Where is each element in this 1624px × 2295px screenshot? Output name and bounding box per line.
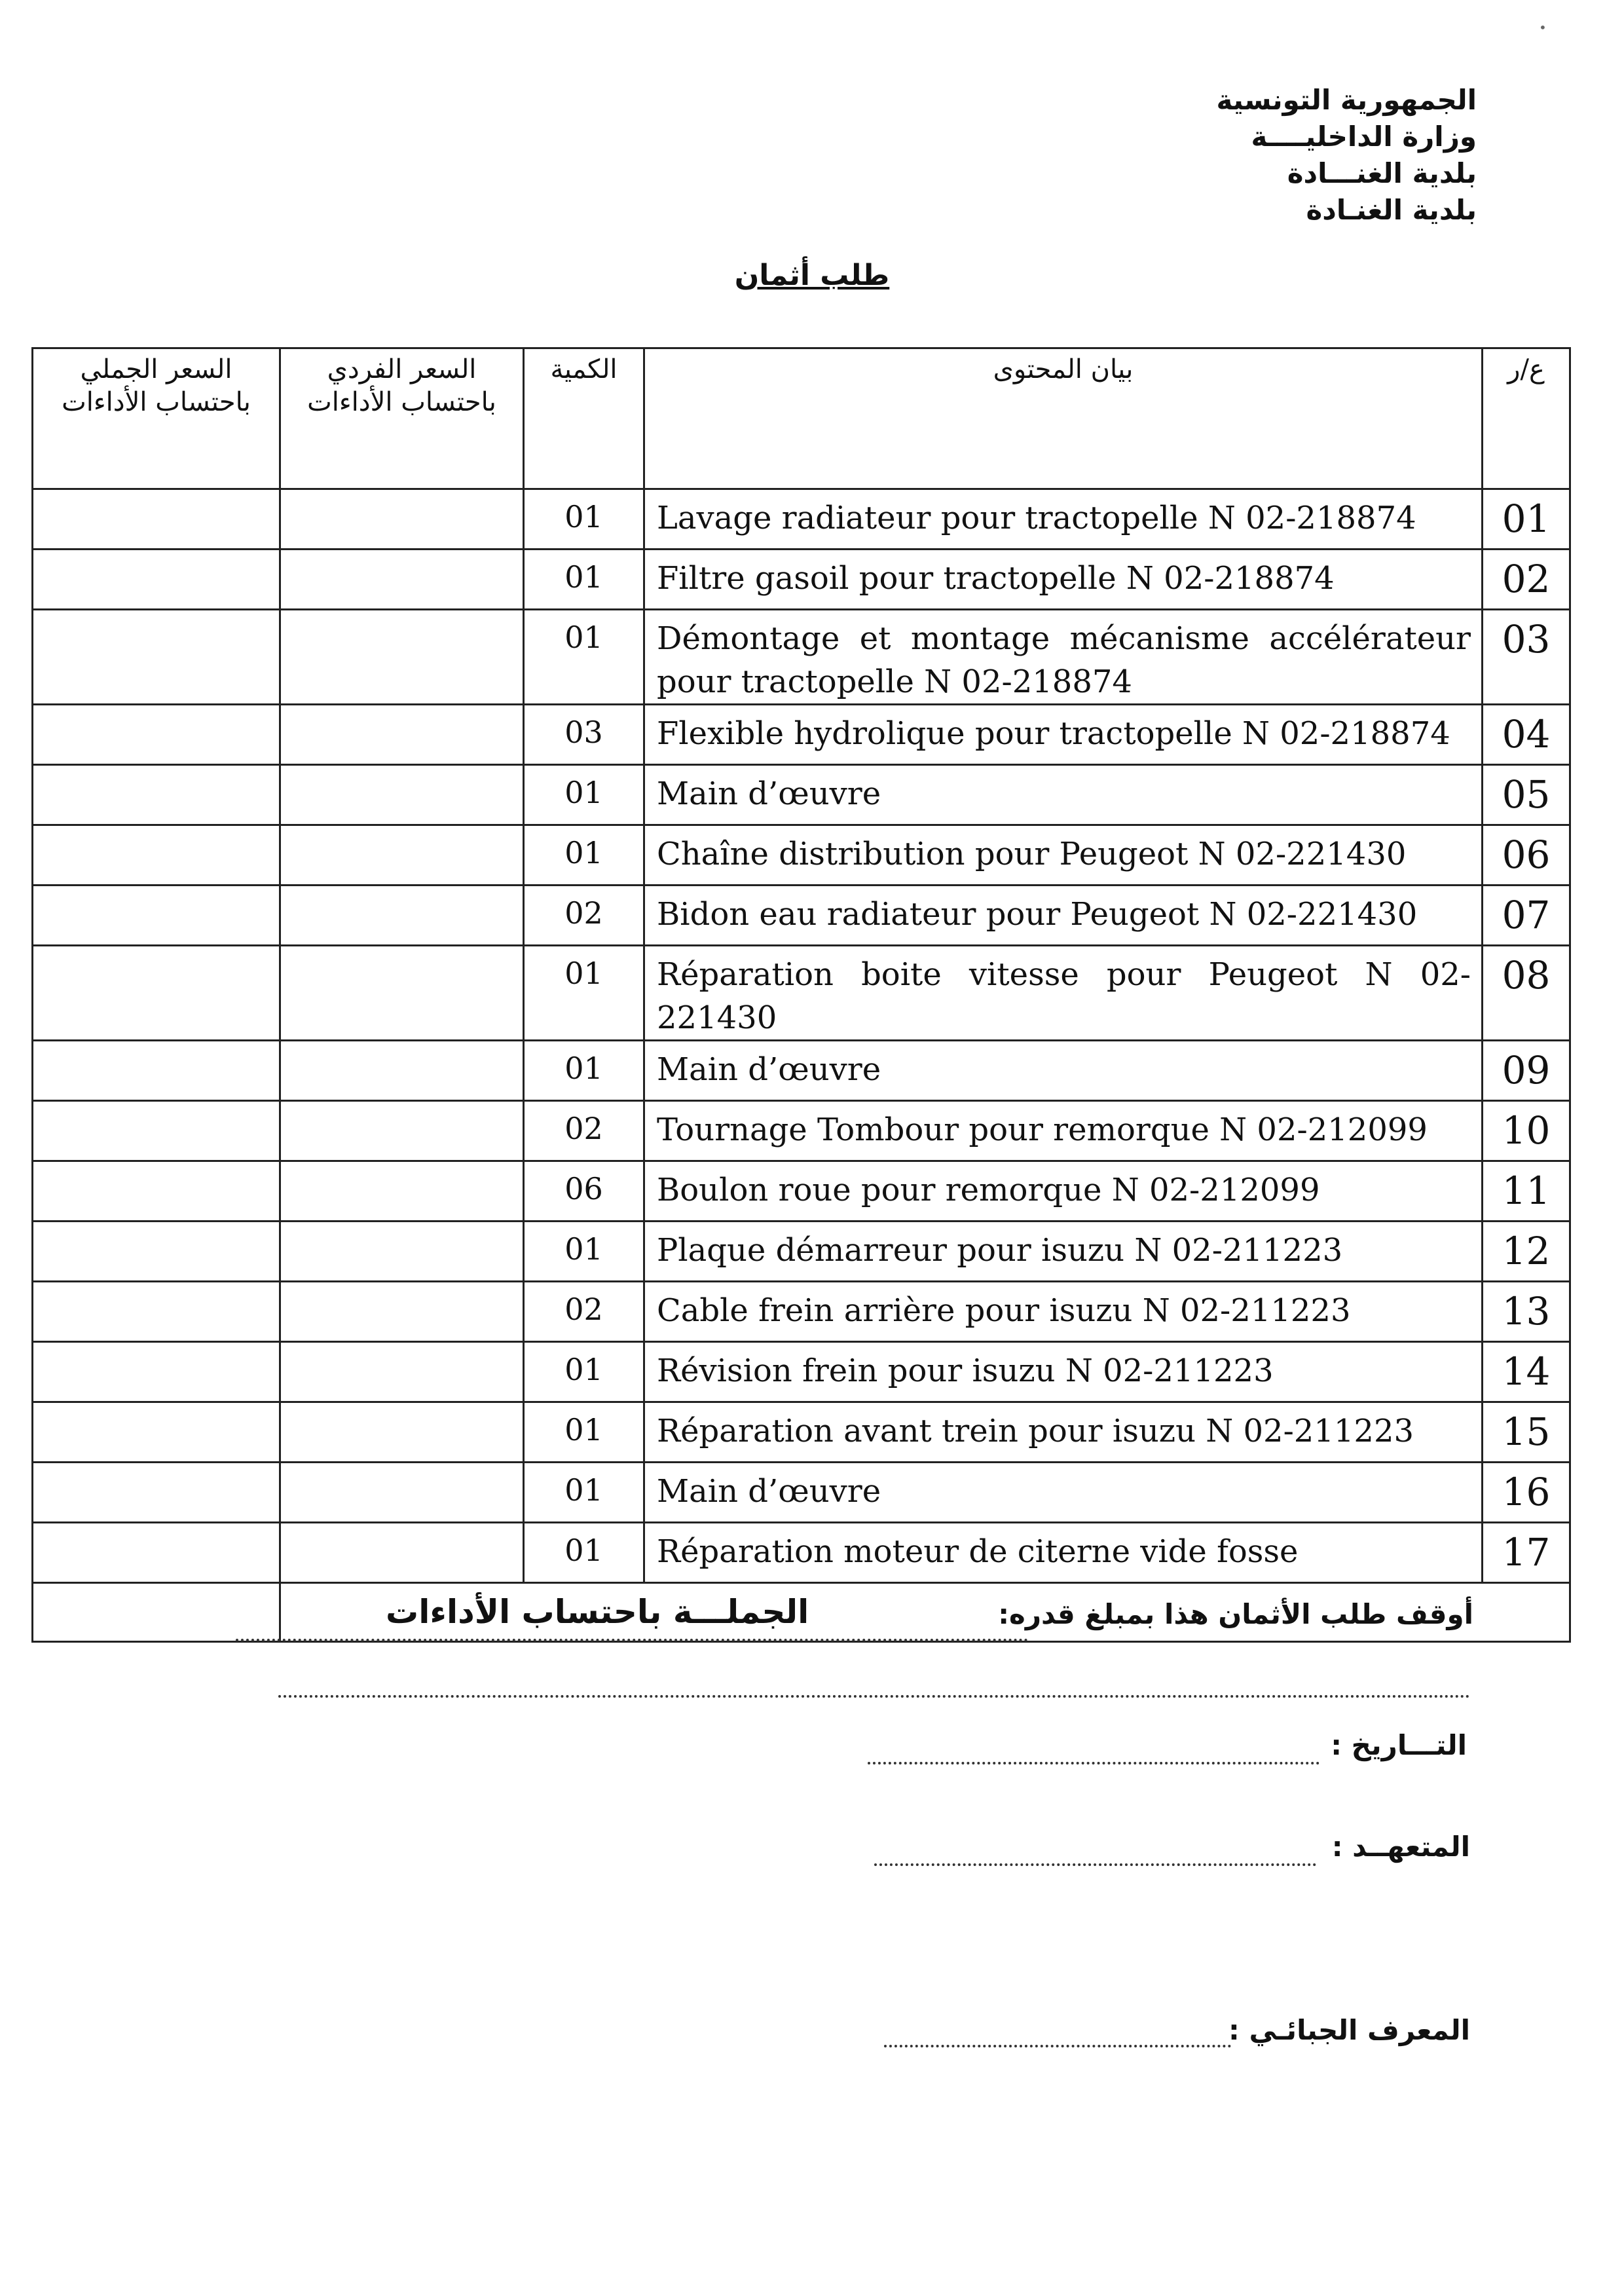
header-quantity: الكمية xyxy=(524,348,644,489)
table-row xyxy=(33,550,1570,610)
description-cell: Plaque démarreur pour isuzu N 02-211223 xyxy=(644,1222,1483,1282)
description-cell: Boulon roue pour remorque N 02-212099 xyxy=(644,1161,1483,1222)
letterhead xyxy=(1018,82,1477,229)
tax-id-label: المعرف الجبائـي : xyxy=(1228,2014,1470,2046)
table-row xyxy=(33,886,1570,946)
total-label: الجملـــة باحتساب الأداءات xyxy=(280,1583,1570,1642)
letterhead-line-municipality-repeat: بلدية الغنـادة xyxy=(1306,194,1477,226)
description-cell: Flexible hydrolique pour tractopelle N 02-218874 xyxy=(644,705,1483,765)
table-row xyxy=(33,1523,1570,1583)
quantity-cell: 01 xyxy=(524,1342,644,1402)
row-number-cell: 01 xyxy=(1483,489,1570,550)
unit-price-cell xyxy=(280,1523,524,1583)
unit-price-cell xyxy=(280,610,524,705)
table-row xyxy=(33,1222,1570,1282)
document-title: طلب أثمان xyxy=(734,259,890,292)
total-price-cell xyxy=(33,886,280,946)
price-request-table xyxy=(31,347,1571,1643)
description-cell: Réparation avant trein pour isuzu N 02-211223 xyxy=(644,1402,1483,1463)
table-row xyxy=(33,1342,1570,1402)
quantity-cell: 01 xyxy=(524,1222,644,1282)
total-price-cell xyxy=(33,825,280,886)
quantity-cell: 01 xyxy=(524,765,644,825)
quantity-cell: 06 xyxy=(524,1161,644,1222)
amount-dotted-line xyxy=(236,1639,1028,1641)
row-number-cell: 10 xyxy=(1483,1101,1570,1161)
unit-price-cell xyxy=(280,1161,524,1222)
row-number-cell: 08 xyxy=(1483,946,1570,1041)
tax-id-dotted-line xyxy=(884,2045,1231,2047)
quantity-cell: 01 xyxy=(524,1402,644,1463)
row-number-cell: 12 xyxy=(1483,1222,1570,1282)
row-number-cell: 02 xyxy=(1483,550,1570,610)
quantity-cell: 01 xyxy=(524,1041,644,1101)
unit-price-cell xyxy=(280,705,524,765)
total-price-cell xyxy=(33,1161,280,1222)
quantity-cell: 01 xyxy=(524,1463,644,1523)
contractor-label: المتعهــد : xyxy=(1331,1831,1470,1863)
quantity-cell: 02 xyxy=(524,1282,644,1342)
date-label: التـــاريخ : xyxy=(1331,1729,1467,1761)
unit-price-cell xyxy=(280,550,524,610)
quantity-cell: 02 xyxy=(524,886,644,946)
total-price-cell xyxy=(33,1101,280,1161)
total-price-cell xyxy=(33,550,280,610)
total-price-cell xyxy=(33,610,280,705)
letterhead-line-ministry: وزارة الداخليــــة xyxy=(1251,121,1477,153)
total-price-cell xyxy=(33,1282,280,1342)
row-number-cell: 06 xyxy=(1483,825,1570,886)
table-row xyxy=(33,765,1570,825)
quantity-cell: 03 xyxy=(524,705,644,765)
table-row xyxy=(33,610,1570,705)
header-unit-price: السعر الفردي باحتساب الأداءات xyxy=(280,348,524,489)
quantity-cell: 01 xyxy=(524,489,644,550)
row-number-cell: 09 xyxy=(1483,1041,1570,1101)
row-number-cell: 07 xyxy=(1483,886,1570,946)
table-row xyxy=(33,946,1570,1041)
table-row xyxy=(33,1402,1570,1463)
table-row xyxy=(33,705,1570,765)
table-row xyxy=(33,1101,1570,1161)
total-price-cell xyxy=(33,1342,280,1402)
description-cell: Réparation moteur de citerne vide fosse xyxy=(644,1523,1483,1583)
header-total-price: السعر الجملي باحتساب الأداءات xyxy=(33,348,280,489)
scan-speck: • xyxy=(1539,20,1547,35)
row-number-cell: 17 xyxy=(1483,1523,1570,1583)
row-number-cell: 15 xyxy=(1483,1402,1570,1463)
row-number-cell: 04 xyxy=(1483,705,1570,765)
letterhead-line-republic: الجمهورية التونسية xyxy=(1216,84,1477,116)
row-number-cell: 13 xyxy=(1483,1282,1570,1342)
description-cell: Main d’œuvre xyxy=(644,1463,1483,1523)
table-row xyxy=(33,1161,1570,1222)
quantity-cell: 01 xyxy=(524,946,644,1041)
description-cell: Bidon eau radiateur pour Peugeot N 02-221430 xyxy=(644,886,1483,946)
table-row xyxy=(33,1041,1570,1101)
unit-price-cell xyxy=(280,1342,524,1402)
total-price-cell xyxy=(33,1463,280,1523)
total-price-cell xyxy=(33,1402,280,1463)
amount-label: أوقف طلب الأثمان هذا بمبلغ قدره: xyxy=(998,1598,1473,1630)
amount-dotted-line-2 xyxy=(278,1695,1470,1698)
unit-price-cell xyxy=(280,1282,524,1342)
row-number-cell: 14 xyxy=(1483,1342,1570,1402)
total-price-cell xyxy=(33,705,280,765)
total-price-cell xyxy=(33,1523,280,1583)
description-cell: Main d’œuvre xyxy=(644,1041,1483,1101)
row-number-cell: 11 xyxy=(1483,1161,1570,1222)
description-cell: Lavage radiateur pour tractopelle N 02-218874 xyxy=(644,489,1483,550)
description-cell: Révision frein pour isuzu N 02-211223 xyxy=(644,1342,1483,1402)
row-number-cell: 03 xyxy=(1483,610,1570,705)
total-price-cell xyxy=(33,1041,280,1101)
unit-price-cell xyxy=(280,886,524,946)
contractor-dotted-line xyxy=(874,1863,1316,1866)
description-cell: Chaîne distribution pour Peugeot N 02-221430 xyxy=(644,825,1483,886)
unit-price-cell xyxy=(280,1402,524,1463)
row-number-cell: 05 xyxy=(1483,765,1570,825)
letterhead-line-municipality: بلدية الغنـــادة xyxy=(1287,157,1477,189)
table-row xyxy=(33,825,1570,886)
quantity-cell: 01 xyxy=(524,825,644,886)
unit-price-cell xyxy=(280,765,524,825)
quantity-cell: 02 xyxy=(524,1101,644,1161)
row-number-cell: 16 xyxy=(1483,1463,1570,1523)
date-dotted-line xyxy=(868,1762,1320,1764)
table-row xyxy=(33,1282,1570,1342)
unit-price-cell xyxy=(280,1463,524,1523)
quantity-cell: 01 xyxy=(524,610,644,705)
description-cell: Main d’œuvre xyxy=(644,765,1483,825)
table-row xyxy=(33,1463,1570,1523)
quantity-cell: 01 xyxy=(524,550,644,610)
quantity-cell: 01 xyxy=(524,1523,644,1583)
header-description: بيان المحتوى xyxy=(644,348,1483,489)
unit-price-cell xyxy=(280,489,524,550)
unit-price-cell xyxy=(280,1222,524,1282)
unit-price-cell xyxy=(280,1041,524,1101)
header-number: ع/ر xyxy=(1483,348,1570,489)
total-value-cell xyxy=(33,1583,280,1642)
description-cell: Tournage Tombour pour remorque N 02-212099 xyxy=(644,1101,1483,1161)
description-cell: Démontage et montage mécanisme accélérateur pour tractopelle N 02-218874 xyxy=(644,610,1483,705)
unit-price-cell xyxy=(280,825,524,886)
table-row xyxy=(33,489,1570,550)
table-header-row xyxy=(33,348,1570,489)
unit-price-cell xyxy=(280,946,524,1041)
total-price-cell xyxy=(33,765,280,825)
description-cell: Réparation boite vitesse pour Peugeot N 02-221430 xyxy=(644,946,1483,1041)
description-cell: Cable frein arrière pour isuzu N 02-211223 xyxy=(644,1282,1483,1342)
total-price-cell xyxy=(33,946,280,1041)
total-price-cell xyxy=(33,1222,280,1282)
description-cell: Filtre gasoil pour tractopelle N 02-218874 xyxy=(644,550,1483,610)
total-price-cell xyxy=(33,489,280,550)
unit-price-cell xyxy=(280,1101,524,1161)
